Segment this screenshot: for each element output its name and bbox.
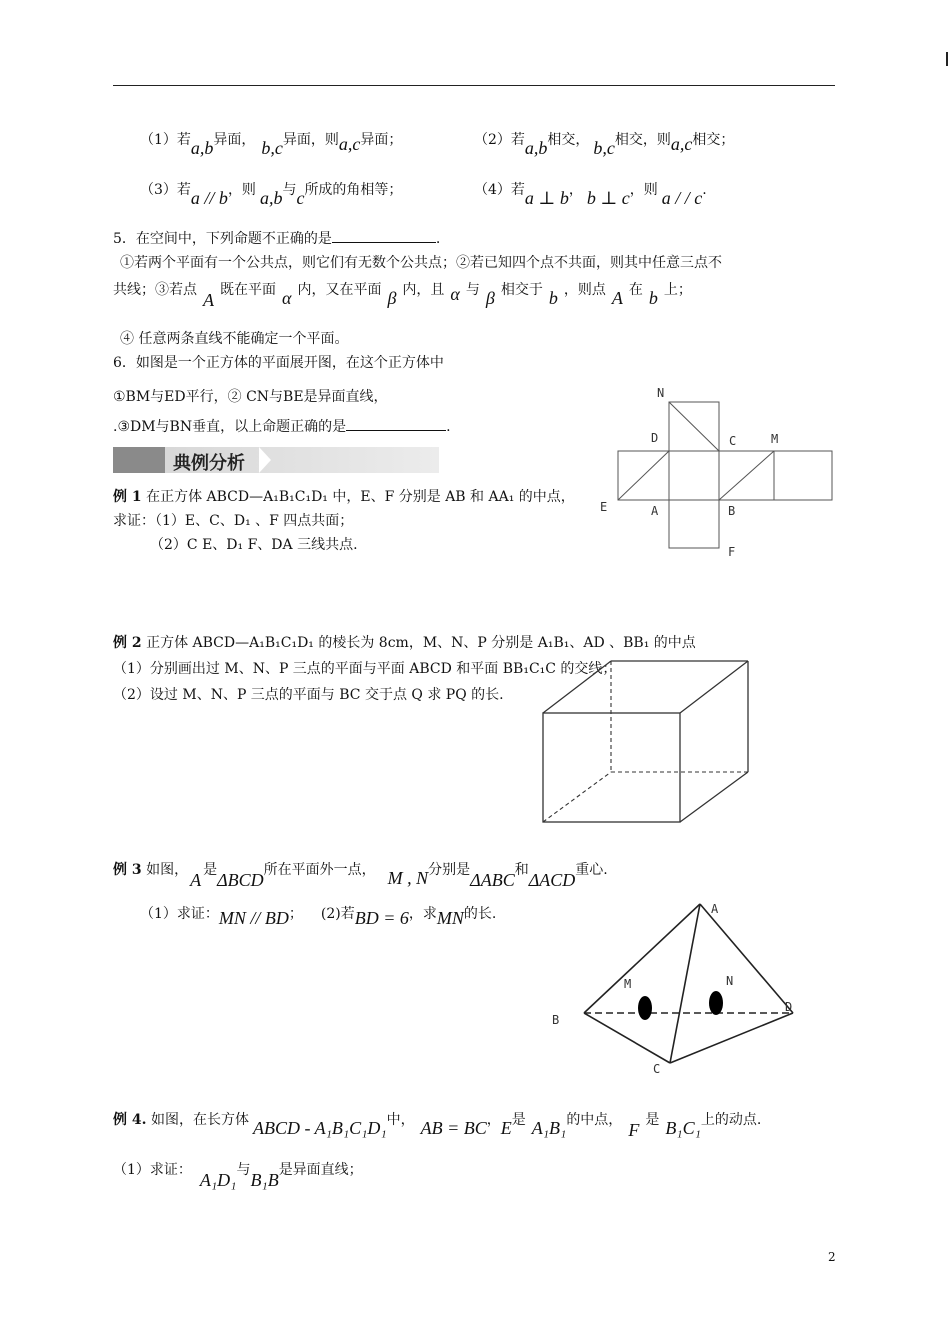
q4-option-2: （2）若a,b相交， b,c相交，则a,c相交； xyxy=(474,132,735,158)
tetra-label-d: D xyxy=(785,1000,793,1014)
q6-line1: ①BM与ED平行，② CN与BE是异面直线， xyxy=(113,389,388,405)
ex1-line1: 例 1 在正方体 ABCD—A₁B₁C₁D₁ 中，E、F 分别是 AB 和 AA₁ 的中点， xyxy=(113,489,575,505)
q6-answer-blank[interactable] xyxy=(346,416,446,431)
ex3-line2: （1）求证：MN // BD； (2)若BD = 6，求MN的长. xyxy=(140,906,497,928)
ex1-line2: 求证：（1）E、C、D₁ 、F 四点共面； xyxy=(113,513,354,529)
section-title: 典例分析 xyxy=(173,453,245,474)
cube-bottom-right-edge xyxy=(680,772,748,822)
page-number: 2 xyxy=(828,1250,836,1264)
net-label-d: D xyxy=(651,431,659,445)
ex2-line1: 例 2 正方体 ABCD—A₁B₁C₁D₁ 的棱长为 8cm，M、N、P 分别是 A₁B₁、AD 、BB₁ 的中点 xyxy=(113,635,696,651)
header-rule xyxy=(113,85,835,86)
q6-stem: 6．如图是一个正方体的平面展开图，在这个正方体中 xyxy=(113,355,444,371)
ex4-line2: （1）求证： A₁D₁与B₁B是异面直线； xyxy=(113,1162,363,1190)
net-label-a: A xyxy=(651,504,659,518)
ex2-line2: （1）分别画出过 M、N、P 三点的平面与平面 ABCD 和平面 BB₁C₁C 的交线； xyxy=(113,661,617,677)
q5-stem: 5．在空间中，下列命题不正确的是 . xyxy=(113,228,440,248)
section-banner-bar xyxy=(113,447,165,473)
q6-line2: .③DM与BN垂直，以上命题正确的是 . xyxy=(113,416,451,436)
q5-line2: 共线；③若点 A 既在平面 α 内，又在平面 β 内，且 α 与 β 相交于 b ，则点 A 在 b 上； xyxy=(113,282,692,310)
cube-top-right-edge xyxy=(680,661,748,713)
ex1-line3: （2）C E、D₁ F、DA 三线共点. xyxy=(150,537,358,553)
ex4-line1: 例 4. 如图，在长方体 ABCD - A₁B₁C₁D₁中， AB = BC，E是 A₁B₁的中点， F 是 B₁C₁上的动点. xyxy=(113,1112,762,1140)
tetrahedron-figure xyxy=(545,895,805,1080)
section-banner-chevron xyxy=(259,447,271,473)
ex3-line1: 例 3 如图， A 是ΔBCD所在平面外一点， M , N分别是ΔABC和ΔACD重心. xyxy=(113,862,608,890)
q5-line1: ①若两个平面有一个公共点，则它们有无数个公共点；②若已知四个点不共面，则其中任意三点不 xyxy=(120,255,722,271)
tetra-edge-bc xyxy=(584,1013,670,1063)
tetra-label-c: C xyxy=(653,1062,661,1076)
tetra-label-m: M xyxy=(624,977,632,991)
q4-option-1: （1）若a,b异面， b,c异面，则a,c异面； xyxy=(140,132,403,158)
net-label-e: E xyxy=(600,500,608,514)
net-edge-ed xyxy=(618,451,669,500)
cube-figure xyxy=(538,655,758,830)
q4-option-3: （3）若a // b，则 a,b与c所成的角相等； xyxy=(140,182,403,208)
net-face-bottom xyxy=(669,500,719,548)
ex2-line3: （2）设过 M、N、P 三点的平面与 BC 交于点 Q 求 PQ 的长. xyxy=(113,687,504,703)
net-label-m: M xyxy=(771,432,779,446)
tetra-label-b: B xyxy=(552,1013,560,1027)
net-edge-cn xyxy=(669,402,719,451)
tetra-label-a: A xyxy=(711,902,719,916)
net-label-f: F xyxy=(728,545,736,559)
tetra-label-n: N xyxy=(726,974,734,988)
q5-answer-blank[interactable] xyxy=(332,228,436,243)
section-banner xyxy=(113,447,439,473)
net-face-row xyxy=(618,451,832,500)
centroid-m-point xyxy=(638,996,652,1020)
tetra-edge-cd xyxy=(670,1013,793,1063)
net-edge-bm xyxy=(719,451,774,500)
cube-hidden-bottom-left xyxy=(543,772,611,822)
cube-top-left-edge xyxy=(543,661,611,713)
q4-option-4: （4）若a ⊥ b， b ⊥ c，则 a / / c. xyxy=(474,182,707,208)
q5-line3: ④ 任意两条直线不能确定一个平面。 xyxy=(120,331,349,347)
cube-net-figure xyxy=(595,382,845,562)
net-label-n: N xyxy=(657,386,665,400)
net-label-b: B xyxy=(728,504,736,518)
net-label-c: C xyxy=(729,434,737,448)
right-edge-mark xyxy=(946,52,948,66)
centroid-n-point xyxy=(709,991,723,1015)
